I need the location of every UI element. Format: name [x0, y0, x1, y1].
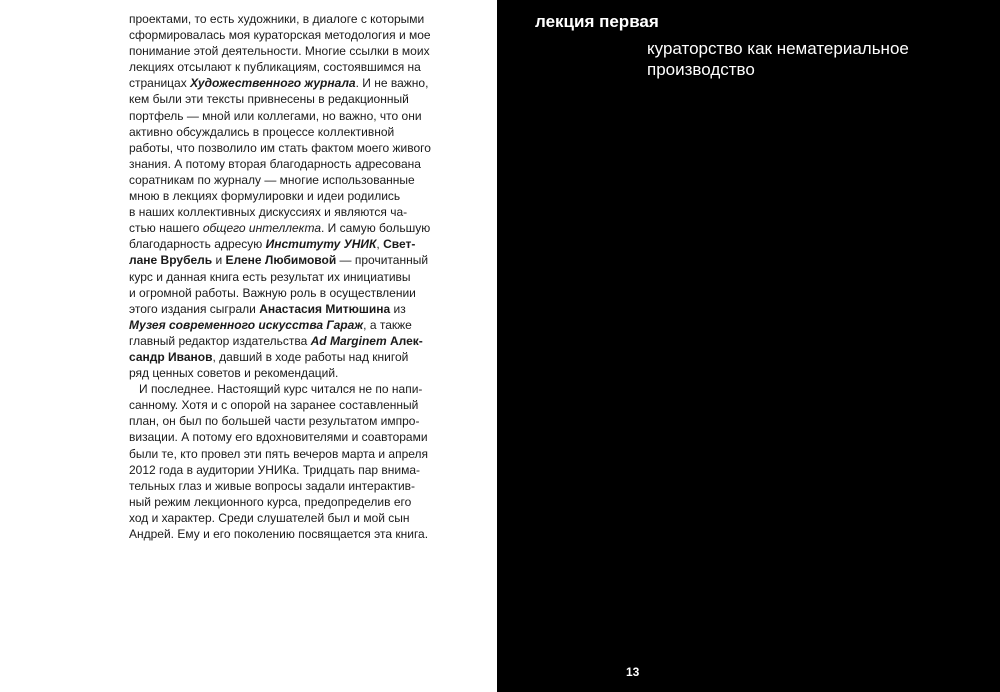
text-segment: активно обсуждались в процессе коллективной	[129, 124, 395, 139]
text-segment: сандр Иванов	[129, 349, 213, 364]
text-line	[129, 75, 463, 91]
text-segment: этого издания сыграли	[129, 301, 260, 316]
text-segment: , давший в ходе работы над книгой	[212, 349, 409, 364]
text-line	[129, 43, 463, 59]
text-segment: знания. А потому вторая благодарность адресована	[129, 156, 421, 171]
text-line	[129, 478, 463, 494]
text-segment: сформировалась моя кураторская методология и мое	[129, 28, 431, 43]
text-segment: И последнее. Настоящий курс читался не по напи-	[139, 382, 423, 397]
text-line	[129, 413, 463, 429]
text-segment: ряд ценных советов и рекомендаций.	[129, 366, 339, 381]
text-line	[129, 59, 463, 75]
text-segment: работы, что позволило им стать фактом моего живого	[129, 140, 431, 155]
body-text-column	[129, 11, 463, 542]
text-segment: курс и данная книга есть результат их инициативы	[129, 269, 411, 284]
text-segment: Елене Любимовой	[225, 253, 337, 268]
text-segment: в наших коллективных дискуссиях и являются ча-	[129, 205, 408, 220]
text-segment: Анастасия Митюшина	[259, 301, 391, 316]
text-segment: соратникам по журналу — многие использованные	[129, 172, 415, 187]
text-segment: были те, кто провел эти пять вечеров марта и апреля	[129, 446, 429, 461]
page-number: 13	[626, 665, 640, 679]
text-line	[129, 333, 463, 349]
text-line	[129, 269, 463, 285]
text-segment: ход и характер. Среди слушателей был и мой сын	[129, 510, 410, 525]
text-line	[129, 365, 463, 381]
text-segment: проектами, то есть художники, в диалоге с которыми	[129, 12, 425, 26]
text-line	[129, 285, 463, 301]
text-segment: и	[212, 253, 226, 268]
text-segment: Андрей. Ему и его поколению посвящается эта книга.	[129, 527, 429, 541]
text-line	[129, 124, 463, 140]
text-line	[129, 381, 463, 397]
text-line	[129, 429, 463, 445]
text-segment: визации. А потому его вдохновителями и соавторами	[129, 430, 428, 445]
text-line	[129, 204, 463, 220]
text-segment: Ad Marginem	[310, 333, 387, 348]
text-line	[129, 11, 463, 27]
text-segment: . И не важно,	[355, 76, 429, 91]
text-line	[129, 397, 463, 413]
text-line	[129, 446, 463, 462]
chapter-subtitle-line: кураторство как нематериальное	[647, 39, 909, 58]
text-segment: и огромной работы. Важную роль в осуществлении	[129, 285, 416, 300]
text-segment: из	[390, 301, 406, 316]
right-page	[497, 0, 1000, 692]
text-segment: Институту УНИК	[265, 237, 377, 252]
chapter-subtitle-line: производство	[647, 60, 755, 79]
text-segment: 2012 года в аудитории УНИКа. Тридцать пар внима-	[129, 462, 421, 477]
text-segment: мною в лекциях формулировки и идеи родились	[129, 189, 401, 204]
text-segment: Свет-	[383, 237, 416, 252]
text-line	[129, 27, 463, 43]
text-segment: ,	[376, 237, 384, 252]
left-page	[0, 0, 497, 692]
text-segment: страницах	[129, 76, 191, 91]
text-segment: Алек-	[386, 333, 423, 348]
text-line	[129, 526, 463, 542]
text-line	[129, 462, 463, 478]
text-segment: тельных глаз и живые вопросы задали интерактив-	[129, 478, 416, 493]
text-segment: Музея современного искусства Гараж	[129, 317, 364, 332]
text-line	[129, 172, 463, 188]
text-line	[129, 494, 463, 510]
text-segment: благодарность адресую	[129, 237, 266, 252]
text-segment: лекциях отсылают к публикациям, состоявшимся на	[129, 60, 421, 75]
text-segment: . И самую большую	[321, 221, 431, 236]
text-segment: лане Врубель	[129, 253, 213, 268]
text-segment: план, он был по большей части результатом импро-	[129, 414, 420, 429]
text-line	[129, 252, 463, 268]
text-segment: санному. Хотя и с опорой на заранее составленный	[129, 398, 419, 413]
text-segment: — прочитанный	[336, 253, 429, 268]
text-line	[129, 510, 463, 526]
chapter-subtitle	[647, 38, 987, 80]
chapter-title: лекция первая	[535, 12, 659, 31]
text-segment: кем были эти тексты привнесены в редакционный	[129, 92, 409, 107]
text-segment: портфель — мной или коллегами, но важно, что они	[129, 108, 422, 123]
text-line	[129, 156, 463, 172]
text-segment: общего интеллекта	[202, 221, 322, 236]
text-line	[129, 349, 463, 365]
text-line	[129, 220, 463, 236]
text-segment: понимание этой деятельности. Многие ссылки в моих	[129, 44, 430, 59]
text-segment: , а также	[363, 317, 412, 332]
text-segment: стью нашего	[129, 221, 203, 236]
text-line	[129, 140, 463, 156]
text-line	[129, 188, 463, 204]
text-segment: Художественного журнала	[190, 76, 356, 91]
text-line	[129, 108, 463, 124]
text-line	[129, 91, 463, 107]
text-segment: ный режим лекционного курса, предопределив его	[129, 494, 412, 509]
text-segment: главный редактор издательства	[129, 333, 311, 348]
text-line	[129, 301, 463, 317]
text-line	[129, 236, 463, 252]
text-line	[129, 317, 463, 333]
